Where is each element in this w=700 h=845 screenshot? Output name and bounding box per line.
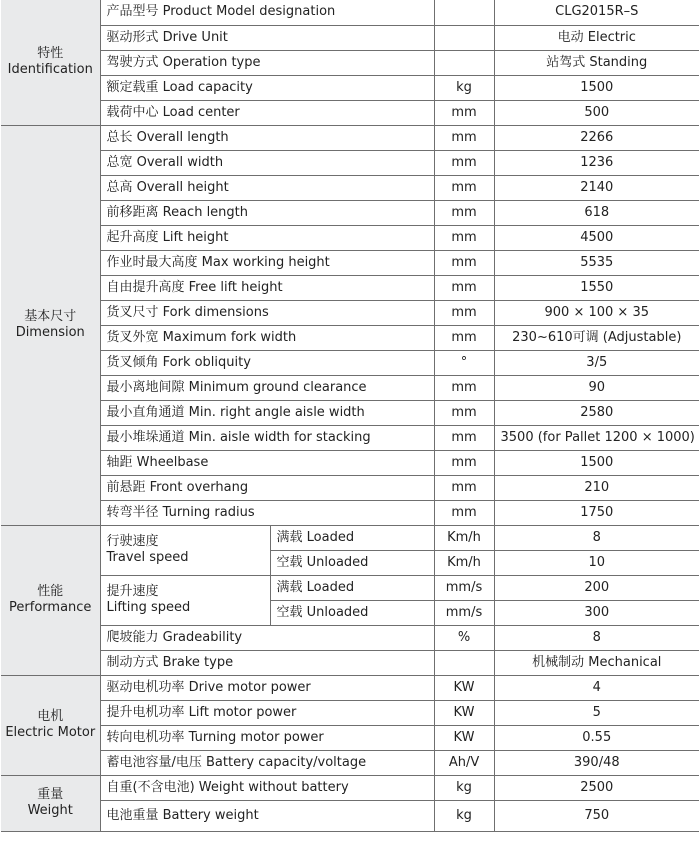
value-cell: 2140	[494, 175, 699, 200]
table-row	[1, 775, 699, 800]
value-cell: 900 × 100 × 35	[494, 300, 699, 325]
value-cell: 1550	[494, 275, 699, 300]
value-cell: 站驾式 Standing	[494, 50, 699, 75]
unit-cell	[434, 650, 494, 675]
unit-cell: mm	[434, 275, 494, 300]
unit-cell	[434, 25, 494, 50]
item-label: 作业时最大高度 Max working height	[100, 250, 434, 275]
table-row	[1, 325, 699, 350]
unit-cell: kg	[434, 775, 494, 800]
value-cell: 0.55	[494, 725, 699, 750]
item-label: 总高 Overall height	[100, 175, 434, 200]
travel-speed-cn: 行驶速度	[106, 534, 159, 549]
value-cell: 1500	[494, 75, 699, 100]
travel-speed-label	[100, 525, 270, 575]
table-row	[1, 275, 699, 300]
value-cell: 2580	[494, 400, 699, 425]
item-label: 爬坡能力 Gradeability	[100, 625, 434, 650]
spec-table	[1, 0, 699, 832]
section-label-en: Performance	[9, 600, 92, 615]
table-row	[1, 400, 699, 425]
item-label: 提升电机功率 Lift motor power	[100, 700, 434, 725]
table-row	[1, 800, 699, 831]
table-row	[1, 250, 699, 275]
value-cell: 5535	[494, 250, 699, 275]
section-label-cn: 重量	[37, 787, 64, 802]
unit-cell: mm/s	[434, 600, 494, 625]
lifting-speed-en: Lifting speed	[106, 600, 191, 615]
value-cell: 5	[494, 700, 699, 725]
table-row	[1, 175, 699, 200]
item-label: 自由提升高度 Free lift height	[100, 275, 434, 300]
unit-cell: mm	[434, 200, 494, 225]
item-label: 货叉尺寸 Fork dimensions	[100, 300, 434, 325]
travel-unloaded-label: 空载 Unloaded	[270, 550, 434, 575]
table-row	[1, 200, 699, 225]
table-row	[1, 375, 699, 400]
value-cell: 3/5	[494, 350, 699, 375]
table-row	[1, 75, 699, 100]
section-label-cn: 特性	[37, 46, 64, 62]
section-dimension	[1, 125, 100, 525]
table-row	[1, 625, 699, 650]
unit-cell: Ah/V	[434, 750, 494, 775]
section-performance	[1, 525, 100, 675]
unit-cell: kg	[434, 75, 494, 100]
unit-cell: KW	[434, 725, 494, 750]
unit-cell: mm	[434, 325, 494, 350]
item-label: 总长 Overall length	[100, 125, 434, 150]
item-label: 制动方式 Brake type	[100, 650, 434, 675]
value-cell: 8	[494, 525, 699, 550]
table-row	[1, 700, 699, 725]
value-cell: 8	[494, 625, 699, 650]
value-cell: 300	[494, 600, 699, 625]
section-electric-motor	[1, 675, 100, 775]
item-label: 货叉外宽 Maximum fork width	[100, 325, 434, 350]
value-cell: 10	[494, 550, 699, 575]
unit-cell: KW	[434, 700, 494, 725]
unit-cell: mm	[434, 150, 494, 175]
unit-cell: mm	[434, 250, 494, 275]
item-label: 转向电机功率 Turning motor power	[100, 725, 434, 750]
value-cell: 500	[494, 100, 699, 125]
lifting-speed-label	[100, 575, 270, 625]
item-label: 额定载重 Load capacity	[100, 75, 434, 100]
unit-cell	[434, 50, 494, 75]
unit-cell	[434, 0, 494, 25]
unit-cell: mm	[434, 375, 494, 400]
unit-cell: Km/h	[434, 525, 494, 550]
unit-cell: mm	[434, 100, 494, 125]
value-cell: 200	[494, 575, 699, 600]
unit-cell: mm	[434, 300, 494, 325]
lifting-speed-cn: 提升速度	[106, 584, 159, 599]
item-label: 轴距 Wheelbase	[100, 450, 434, 475]
unit-cell: mm/s	[434, 575, 494, 600]
unit-cell: mm	[434, 175, 494, 200]
section-label-en: Weight	[27, 803, 73, 818]
lifting-unloaded-label: 空载 Unloaded	[270, 600, 434, 625]
item-label: 产品型号 Product Model designation	[100, 0, 434, 25]
item-label: 起升高度 Lift height	[100, 225, 434, 250]
table-row	[1, 750, 699, 775]
value-cell: 90	[494, 375, 699, 400]
unit-cell: Km/h	[434, 550, 494, 575]
item-label: 驱动形式 Drive Unit	[100, 25, 434, 50]
unit-cell: KW	[434, 675, 494, 700]
value-cell: 4500	[494, 225, 699, 250]
item-label: 自重(不含电池) Weight without battery	[100, 775, 434, 800]
item-label: 总宽 Overall width	[100, 150, 434, 175]
table-row	[1, 25, 699, 50]
unit-cell: mm	[434, 475, 494, 500]
item-label: 载荷中心 Load center	[100, 100, 434, 125]
item-label: 蓄电池容量/电压 Battery capacity/voltage	[100, 750, 434, 775]
item-label: 驱动电机功率 Drive motor power	[100, 675, 434, 700]
value-cell: 4	[494, 675, 699, 700]
table-row	[1, 725, 699, 750]
item-label: 最小离地间隙 Minimum ground clearance	[100, 375, 434, 400]
table-row	[1, 300, 699, 325]
table-row	[1, 475, 699, 500]
item-label: 驾驶方式 Operation type	[100, 50, 434, 75]
table-row	[1, 0, 699, 25]
table-row	[1, 675, 699, 700]
value-cell: CLG2015R–S	[494, 0, 699, 25]
value-cell: 2500	[494, 775, 699, 800]
item-label: 前悬距 Front overhang	[100, 475, 434, 500]
table-row	[1, 500, 699, 525]
value-cell: 750	[494, 800, 699, 831]
section-label-cn: 基本尺寸	[24, 309, 77, 324]
table-row	[1, 650, 699, 675]
unit-cell: °	[434, 350, 494, 375]
unit-cell: %	[434, 625, 494, 650]
travel-loaded-label: 满载 Loaded	[270, 525, 434, 550]
section-label-en: Dimension	[15, 325, 85, 340]
value-cell: 机械制动 Mechanical	[494, 650, 699, 675]
value-cell: 电动 Electric	[494, 25, 699, 50]
value-cell: 2266	[494, 125, 699, 150]
item-label: 转弯半径 Turning radius	[100, 500, 434, 525]
section-identification	[1, 0, 100, 125]
item-label: 最小堆垛通道 Min. aisle width for stacking	[100, 425, 434, 450]
table-row	[1, 425, 699, 450]
value-cell: 390/48	[494, 750, 699, 775]
value-cell: 3500 (for Pallet 1200 × 1000)	[494, 425, 699, 450]
unit-cell: mm	[434, 450, 494, 475]
section-label-en: Electric Motor	[5, 725, 96, 740]
table-row	[1, 525, 699, 550]
unit-cell: mm	[434, 400, 494, 425]
unit-cell: kg	[434, 800, 494, 831]
item-label: 电池重量 Battery weight	[100, 800, 434, 831]
table-row	[1, 350, 699, 375]
table-row	[1, 50, 699, 75]
table-row	[1, 450, 699, 475]
value-cell: 210	[494, 475, 699, 500]
item-label: 最小直角通道 Min. right angle aisle width	[100, 400, 434, 425]
table-row	[1, 125, 699, 150]
table-row	[1, 575, 699, 600]
section-label-en: Identification	[7, 62, 93, 78]
value-cell: 1500	[494, 450, 699, 475]
value-cell: 618	[494, 200, 699, 225]
item-label: 货叉倾角 Fork obliquity	[100, 350, 434, 375]
section-label-cn: 性能	[37, 584, 64, 599]
value-cell: 1236	[494, 150, 699, 175]
lifting-loaded-label: 满载 Loaded	[270, 575, 434, 600]
table-row	[1, 225, 699, 250]
unit-cell: mm	[434, 225, 494, 250]
table-row	[1, 150, 699, 175]
table-row	[1, 100, 699, 125]
unit-cell: mm	[434, 425, 494, 450]
value-cell: 1750	[494, 500, 699, 525]
value-cell: 230~610可调 (Adjustable)	[494, 325, 699, 350]
section-label-cn: 电机	[37, 709, 64, 724]
travel-speed-en: Travel speed	[106, 550, 189, 565]
section-weight	[1, 775, 100, 831]
unit-cell: mm	[434, 500, 494, 525]
unit-cell: mm	[434, 125, 494, 150]
item-label: 前移距离 Reach length	[100, 200, 434, 225]
